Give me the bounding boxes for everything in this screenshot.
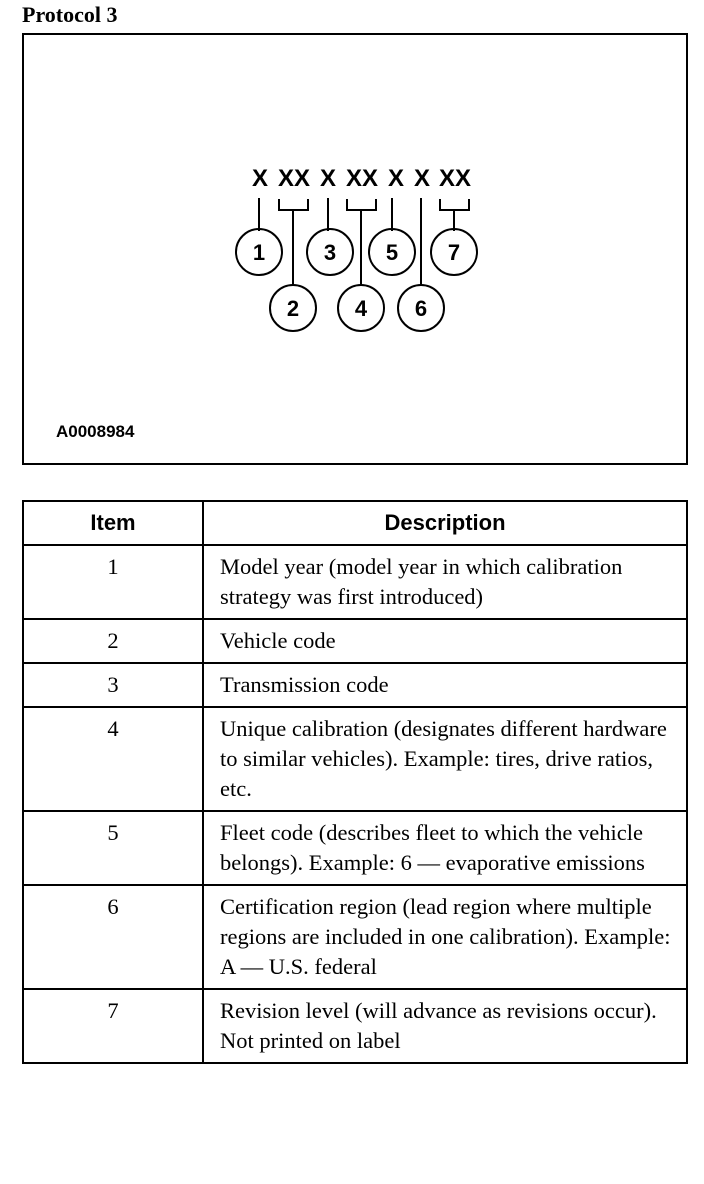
page-title: Protocol 3 bbox=[22, 2, 118, 27]
description-cell: Revision level (will advance as revisions occur). Not printed on label bbox=[203, 989, 687, 1063]
code-group-7: XX bbox=[438, 165, 472, 192]
table-row bbox=[23, 885, 687, 989]
description-cell: Certification region (lead region where multiple regions are included in one calibration). Example: A — U.S. federal bbox=[203, 885, 687, 989]
item-cell: 4 bbox=[23, 707, 203, 811]
table-row bbox=[23, 989, 687, 1063]
item-cell: 6 bbox=[23, 885, 203, 989]
item-cell: 7 bbox=[23, 989, 203, 1063]
description-cell: Transmission code bbox=[203, 663, 687, 707]
code-diagram-svg bbox=[24, 35, 686, 463]
code-group-4: XX bbox=[345, 165, 379, 192]
code-group-2: XX bbox=[277, 165, 311, 192]
bracket-2 bbox=[279, 199, 308, 210]
table-row bbox=[23, 619, 687, 663]
table-header-row bbox=[23, 501, 687, 545]
code-group-3: X bbox=[319, 165, 337, 192]
table-row bbox=[23, 707, 687, 811]
description-table bbox=[22, 500, 688, 1064]
table-row bbox=[23, 811, 687, 885]
item-cell: 2 bbox=[23, 619, 203, 663]
description-cell: Model year (model year in which calibration strategy was first introduced) bbox=[203, 545, 687, 619]
callout-label-3: 3 bbox=[323, 240, 337, 265]
code-group-1: X bbox=[251, 165, 269, 192]
callout-label-5: 5 bbox=[385, 240, 399, 265]
code-group-6: X bbox=[413, 165, 431, 192]
callout-label-2: 2 bbox=[286, 296, 300, 321]
table-row bbox=[23, 663, 687, 707]
item-cell: 5 bbox=[23, 811, 203, 885]
item-column-header: Item bbox=[23, 501, 203, 545]
callout-label-1: 1 bbox=[252, 240, 266, 265]
item-cell: 3 bbox=[23, 663, 203, 707]
description-cell: Fleet code (describes fleet to which the vehicle belongs). Example: 6 — evaporative emissions bbox=[203, 811, 687, 885]
callout-label-7: 7 bbox=[447, 240, 461, 265]
table-row bbox=[23, 545, 687, 619]
code-group-5: X bbox=[387, 165, 405, 192]
callout-label-4: 4 bbox=[354, 296, 368, 321]
bracket-7 bbox=[440, 199, 469, 210]
description-cell: Vehicle code bbox=[203, 619, 687, 663]
code-diagram bbox=[22, 33, 688, 465]
item-cell: 1 bbox=[23, 545, 203, 619]
description-column-header: Description bbox=[203, 501, 687, 545]
callout-label-6: 6 bbox=[414, 296, 428, 321]
description-cell: Unique calibration (designates different hardware to similar vehicles). Example: tires, drive ratios, etc. bbox=[203, 707, 687, 811]
figure-id: A0008984 bbox=[56, 422, 135, 441]
bracket-4 bbox=[347, 199, 376, 210]
